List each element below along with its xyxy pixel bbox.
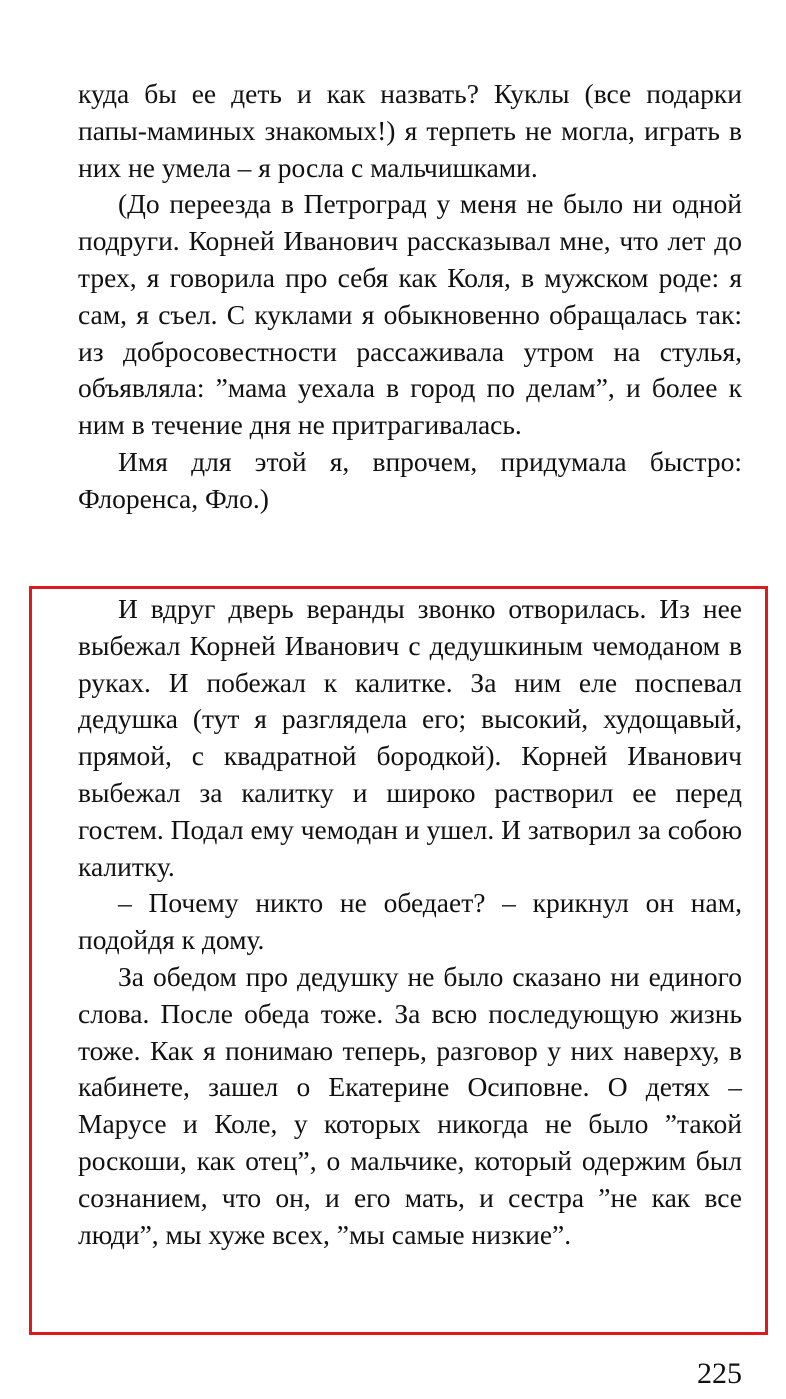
- text-block-top: [78, 76, 742, 518]
- paragraph-memory-aside: (До переезда в Петроград у меня не было ни одной подруги. Корней Иванович рассказывал мне, что лет до трех, я говорила про себя как Коля, в мужском роде: я сам, я съел. С куклами я обыкновенно обращалась так: из добросовестности рассаживала утром на стулья, объявляла: ”мама уехала в город по делам”, и более к ним в течение дня не притрагивалась.: [78, 188, 742, 441]
- paragraph-veranda-door: И вдруг дверь веранды звонко отворилась. Из нее выбежал Корней Иванович с дедушкиным чемоданом в руках. И побежал к калитке. За ним еле поспевал дедушка (тут я разглядела его; высокий, худощавый, прямой, с квадратной бородкой). Корней Иванович выбежал за калитку и широко растворил ее перед гостем. Подал ему чемодан и ушел. И затворил за собою калитку.: [78, 593, 742, 882]
- page-number: 225: [697, 1357, 742, 1390]
- paragraph-continuation: куда бы ее деть и как назвать? Куклы (все подарки папы-маминых знакомых!) я терпеть не могла, играть в них не умела – я росла с мальчишками.: [78, 78, 742, 183]
- text-block-highlighted: [78, 591, 742, 1253]
- paragraph-dinner: За обедом про дедушку не было сказано ни единого слова. После обеда тоже. За всю последующую жизнь тоже. Как я понимаю теперь, разговор у них наверху, в кабинете, зашел о Екатерине Осиповне. О детях – Марусе и Коле, у которых никогда не было ”такой роскоши, как отец”, о мальчике, который одержим был сознанием, что он, и его мать, и сестра ”не как все люди”, мы хуже всех, ”мы самые низкие”.: [78, 960, 742, 1250]
- paragraph-doll-name: Имя для этой я, впрочем, придумала быстро: Флоренса, Фло.): [78, 445, 742, 514]
- paragraph-dialogue: – Почему никто не обедает? – крикнул он нам, подойдя к дому.: [78, 887, 742, 956]
